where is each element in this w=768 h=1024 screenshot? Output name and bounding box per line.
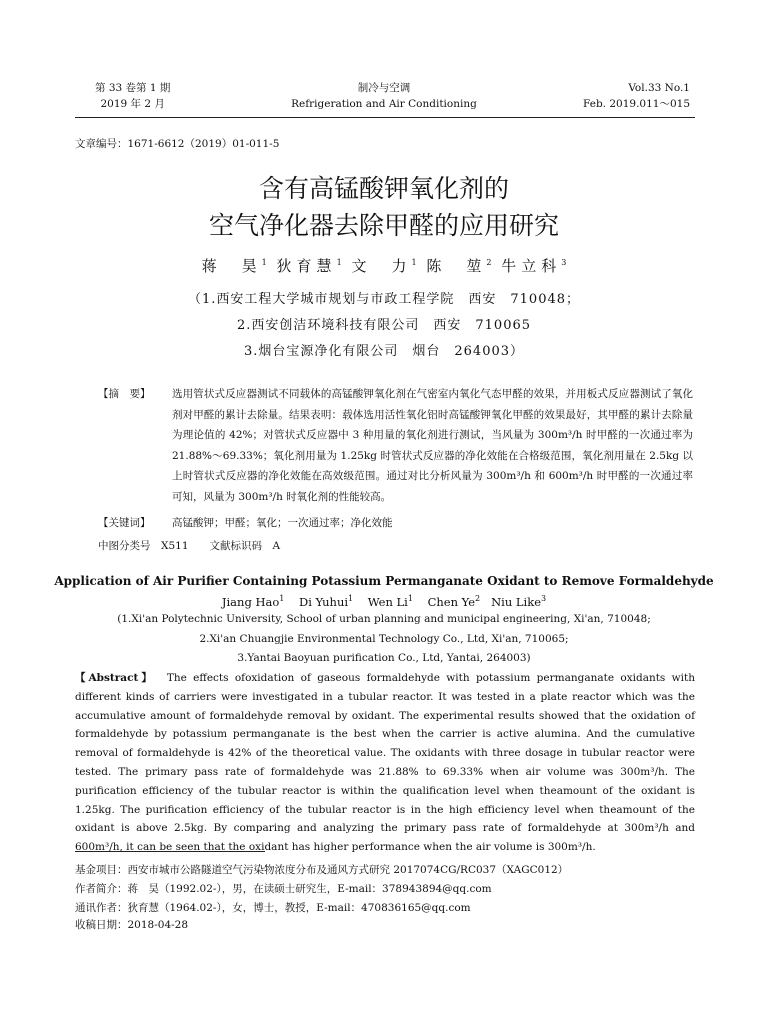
affiliation-zh-3: 3.烟台宝源净化有限公司 烟台 264003）	[243, 344, 525, 359]
abstract-zh-label: 【摘 要】	[98, 388, 151, 400]
authors-zh	[0, 255, 768, 276]
affiliation-en-2: 2.Xi'an Chuangjie Environmental Technology Co., Ltd, Xi'an, 710065;	[199, 633, 569, 645]
keywords-zh	[98, 515, 393, 530]
date-pages-en: Feb. 2019.011～015	[583, 98, 690, 110]
classification-codes: 中图分类号 X511 文献标识码 A	[98, 540, 281, 552]
author-en-affiliation-mark: 1	[279, 594, 285, 603]
journal-name	[250, 80, 518, 112]
author-en-name: Di Yuhui	[299, 594, 349, 609]
title-zh-line2: 空气净化器去除甲醛的应用研究	[208, 211, 559, 240]
abstract-en-text: The effects ofoxidation of gaseous formaldehyde with potassium permanganate oxidants with different kinds of carriers were investigated in a tubular reactor. It was tested in a plate reactor which was the accumulative amount of formaldehyde removal by oxidant. The experimental results showed that the oxidation of formaldehyde by potassium permanganate is the best when the carrier is active alumina. And the cumulative removal of formaldehyde is 42% of the theoretical value. The oxidants with three dosage in tubular reactor were tested. The primary pass rate of formaldehyde was 21.88% to 69.33% when air volume was 300m³/h. The purification efficiency of the tubular reactor is within the qualification level when theamount of the oxidant is 1.25kg. The purification efficiency of the tubular reactor is in the high efficiency level when theamount of the oxidant is above 2.5kg. By comparing and analyzing the primary pass rate of formaldehyde at 300m³/h and 600m³/h, it can be seen that the oxidant has higher performance when the air volume is 300m³/h.	[75, 672, 695, 854]
footnote-corresponding-author: 通讯作者：狄育慧（1964.02-），女，博士，教授，E-mail：470836165@qq.com	[75, 902, 471, 914]
footnote-rule	[75, 851, 265, 852]
author-en-name: Jiang Hao	[221, 594, 280, 609]
author-zh-name: 蒋 昊	[201, 257, 262, 275]
author-en-affiliation-mark: 2	[475, 594, 481, 603]
author-en-name: Wen Li	[367, 594, 408, 609]
author-zh-affiliation-mark: 1	[261, 258, 267, 267]
journal-name-en: Refrigeration and Air Conditioning	[291, 98, 477, 110]
keywords-zh-text: 高锰酸钾；甲醛；氧化；一次通过率；净化效能	[172, 517, 393, 529]
author-en-affiliation-mark: 1	[407, 594, 413, 603]
affiliation-en-3: 3.Yantai Baoyuan purification Co., Ltd, Yantai, 264003)	[237, 652, 531, 664]
abstract-zh	[98, 384, 693, 507]
author-zh-affiliation-mark: 2	[486, 258, 492, 267]
affiliation-zh-1: （1.西安工程大学城市规划与市政工程学院 西安 710048；	[187, 292, 581, 307]
affiliation-zh-2: 2.西安创洁环境科技有限公司 西安 710065	[236, 318, 532, 333]
footnote-author-bio: 作者简介：蒋 昊（1992.02-），男，在读硕士研究生，E-mail：378943894@qq.com	[75, 883, 492, 895]
author-zh-affiliation-mark: 1	[411, 258, 417, 267]
journal-volume-issue	[95, 80, 170, 112]
author-en-name: Niu Like	[491, 594, 542, 609]
author-zh-name: 文 力	[351, 257, 412, 275]
footnote-received-date: 收稿日期：2018-04-28	[75, 919, 189, 931]
abstract-en-label: 【Abstract】	[75, 672, 155, 684]
title-zh-line1: 含有高锰酸钾氧化剂的	[258, 174, 509, 203]
volume-issue-en: Vol.33 No.1	[628, 82, 690, 94]
abstract-en	[75, 669, 695, 857]
journal-volume-pages	[560, 80, 690, 112]
authors-en	[0, 594, 768, 609]
author-zh-name: 狄育慧	[276, 257, 337, 275]
author-en-affiliation-mark: 1	[348, 594, 354, 603]
author-zh-name: 陈 堃	[426, 257, 487, 275]
title-en: Application of Air Purifier Containing Potassium Permanganate Oxidant to Remove Formaldehyde	[54, 574, 714, 588]
author-zh-name: 牛立科	[501, 257, 562, 275]
journal-name-zh: 制冷与空调	[357, 82, 411, 94]
author-zh-affiliation-mark: 1	[336, 258, 342, 267]
author-zh-affiliation-mark: 3	[561, 258, 567, 267]
article-number: 文章编号：1671-6612（2019）01-011-5	[75, 138, 280, 150]
publication-date-zh: 2019 年 2 月	[100, 98, 165, 110]
author-en-affiliation-mark: 3	[541, 594, 547, 603]
footnote-funding: 基金项目：西安市城市公路隧道空气污染物浓度分布及通风方式研究 2017074CG/RC037（XAGC012）	[75, 864, 569, 876]
author-en-name: Chen Ye	[427, 594, 476, 609]
affiliation-en-1: (1.Xi'an Polytechnic University, School of urban planning and municipal engineering, Xi'an, 710048;	[117, 613, 651, 625]
header-rule	[75, 117, 695, 118]
abstract-zh-text: 选用管状式反应器测试不同载体的高锰酸钾氧化剂在气密室内氧化气态甲醛的效果，并用板式反应器测试了氧化剂对甲醛的累计去除量。结果表明：载体选用活性氧化铝时高锰酸钾氧化甲醛的效果最好，其甲醛的累计去除量为理论值的 42%；对管状式反应器中 3 种用量的氧化剂进行测试，当风量为 300m³/h 时甲醛的一次通过率为 21.88%～69.33%；氧化剂用量为 1.25kg 时管状式反应器的净化效能在合格级范围，氧化剂用量在 2.5kg 以上时管状式反应器的净化效能在高效级范围。通过对比分析风量为 300m³/h 和 600m³/h 时甲醛的一次通过率可知，风量为 300m³/h 时氧化剂的性能较高。	[172, 388, 693, 503]
volume-issue-zh: 第 33 卷第 1 期	[95, 82, 171, 94]
keywords-zh-label: 【关键词】	[98, 517, 151, 529]
